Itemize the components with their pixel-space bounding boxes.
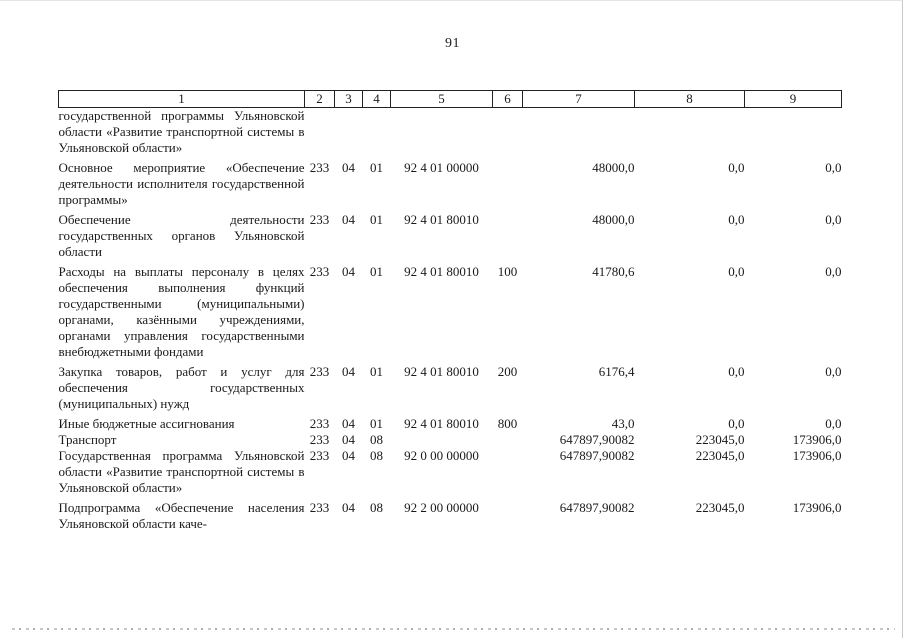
row-c5: 92 4 01 80010 — [404, 364, 479, 379]
row-c5: 92 4 01 80010 — [404, 416, 479, 431]
row-c8: 0,0 — [728, 160, 745, 175]
column-header-6: 6 — [493, 91, 523, 108]
column-header-5: 5 — [391, 91, 493, 108]
row-c6 — [493, 108, 523, 161]
row-c4: 01 — [370, 364, 383, 379]
page-number: 91 — [445, 36, 460, 51]
row-c3: 04 — [342, 500, 355, 515]
row-c4: 01 — [370, 416, 383, 431]
table-row — [59, 448, 842, 500]
row-name: Основное мероприятие «Обеспечение деятельности исполнителя государственной программы» — [58, 160, 305, 207]
row-c7: 48000,0 — [592, 212, 635, 227]
row-c2: 233 — [309, 364, 330, 379]
row-c5: 92 4 01 00000 — [404, 160, 479, 175]
column-header-9: 9 — [745, 91, 842, 108]
row-c3: 04 — [342, 212, 355, 227]
table-row — [59, 500, 842, 532]
row-c5 — [391, 108, 493, 161]
row-c8: 223045,0 — [695, 448, 745, 463]
row-c2: 233 — [309, 264, 330, 279]
column-header-2: 2 — [305, 91, 335, 108]
row-c2 — [305, 108, 335, 161]
row-c9: 0,0 — [825, 264, 842, 279]
row-c2: 233 — [309, 416, 330, 431]
row-name: Иные бюджетные ассигнования — [58, 416, 235, 431]
row-c4: 08 — [370, 432, 383, 447]
row-c8: 0,0 — [728, 264, 745, 279]
row-c5: 92 2 00 00000 — [404, 500, 479, 515]
row-c6 — [493, 212, 523, 264]
table-header — [59, 91, 842, 108]
row-c2: 233 — [309, 432, 330, 447]
row-c6 — [493, 432, 523, 448]
row-c3: 04 — [342, 448, 355, 463]
column-header-4: 4 — [363, 91, 391, 108]
budget-table — [58, 90, 842, 532]
row-c3: 04 — [342, 432, 355, 447]
row-name: Закупка товаров, работ и услуг для обеспечения государственных (муниципальных) нужд — [58, 364, 305, 411]
row-c5: 92 4 01 80010 — [404, 264, 479, 279]
row-c7: 647897,90082 — [559, 432, 635, 447]
row-c4: 08 — [370, 448, 383, 463]
row-c3: 04 — [342, 160, 355, 175]
row-c7: 41780,6 — [592, 264, 635, 279]
row-c8: 0,0 — [728, 416, 745, 431]
row-c8: 223045,0 — [695, 500, 745, 515]
row-c5: 92 4 01 80010 — [404, 212, 479, 227]
row-c3: 04 — [342, 264, 355, 279]
row-c4 — [363, 108, 391, 161]
row-c2: 233 — [309, 500, 330, 515]
row-c5: 92 0 00 00000 — [404, 448, 479, 463]
row-c3: 04 — [342, 416, 355, 431]
row-c9: 0,0 — [825, 364, 842, 379]
row-name: Обеспечение деятельности государственных органов Ульяновской области — [58, 212, 305, 259]
row-c7: 6176,4 — [598, 364, 635, 379]
row-c9: 173906,0 — [792, 500, 842, 515]
table-row — [59, 160, 842, 212]
row-c7 — [523, 108, 635, 161]
row-c2: 233 — [309, 160, 330, 175]
row-c7: 48000,0 — [592, 160, 635, 175]
table-row — [59, 264, 842, 364]
row-c9: 173906,0 — [792, 448, 842, 463]
row-c8: 223045,0 — [695, 432, 745, 447]
row-c8: 0,0 — [728, 364, 745, 379]
row-c7: 647897,90082 — [559, 500, 635, 515]
row-c4: 08 — [370, 500, 383, 515]
scan-edge-artifact — [12, 628, 895, 630]
row-c5 — [391, 432, 493, 448]
table-row — [59, 364, 842, 416]
row-c7: 43,0 — [611, 416, 635, 431]
table-row — [59, 416, 842, 432]
table-row — [59, 108, 842, 161]
column-header-8: 8 — [635, 91, 745, 108]
row-c8 — [635, 108, 745, 161]
row-c6 — [493, 160, 523, 212]
row-c9: 0,0 — [825, 416, 842, 431]
row-c9: 0,0 — [825, 160, 842, 175]
row-c3 — [335, 108, 363, 161]
row-name: государственной программы Ульяновской области «Развитие транспортной системы в Ульяновской области» — [58, 108, 305, 155]
row-name: Расходы на выплаты персоналу в целях обеспечения выполнения функций государственными (муниципальными) органами, казёнными учреждениями, органами управления государственными внебюджетными фондами — [58, 264, 305, 359]
row-c9 — [745, 108, 842, 161]
row-c4: 01 — [370, 160, 383, 175]
row-name: Транспорт — [58, 432, 117, 447]
column-header-1: 1 — [59, 91, 305, 108]
row-c9: 173906,0 — [792, 432, 842, 447]
row-c7: 647897,90082 — [559, 448, 635, 463]
row-c4: 01 — [370, 264, 383, 279]
row-c6: 200 — [497, 364, 518, 379]
row-c6: 100 — [497, 264, 518, 279]
row-c6 — [493, 448, 523, 500]
row-c6: 800 — [497, 416, 518, 431]
row-c4: 01 — [370, 212, 383, 227]
row-c8: 0,0 — [728, 212, 745, 227]
row-c6 — [493, 500, 523, 532]
column-header-7: 7 — [523, 91, 635, 108]
table-row — [59, 212, 842, 264]
row-c9: 0,0 — [825, 212, 842, 227]
row-c3: 04 — [342, 364, 355, 379]
row-c2: 233 — [309, 448, 330, 463]
row-c2: 233 — [309, 212, 330, 227]
column-header-3: 3 — [335, 91, 363, 108]
table-row — [59, 432, 842, 448]
table-body — [59, 108, 842, 533]
row-name: Государственная программа Ульяновской области «Развитие транспортной системы в Ульяновской области» — [58, 448, 305, 495]
header-row — [59, 91, 842, 108]
row-name: Подпрограмма «Обеспечение населения Ульяновской области каче- — [58, 500, 305, 531]
